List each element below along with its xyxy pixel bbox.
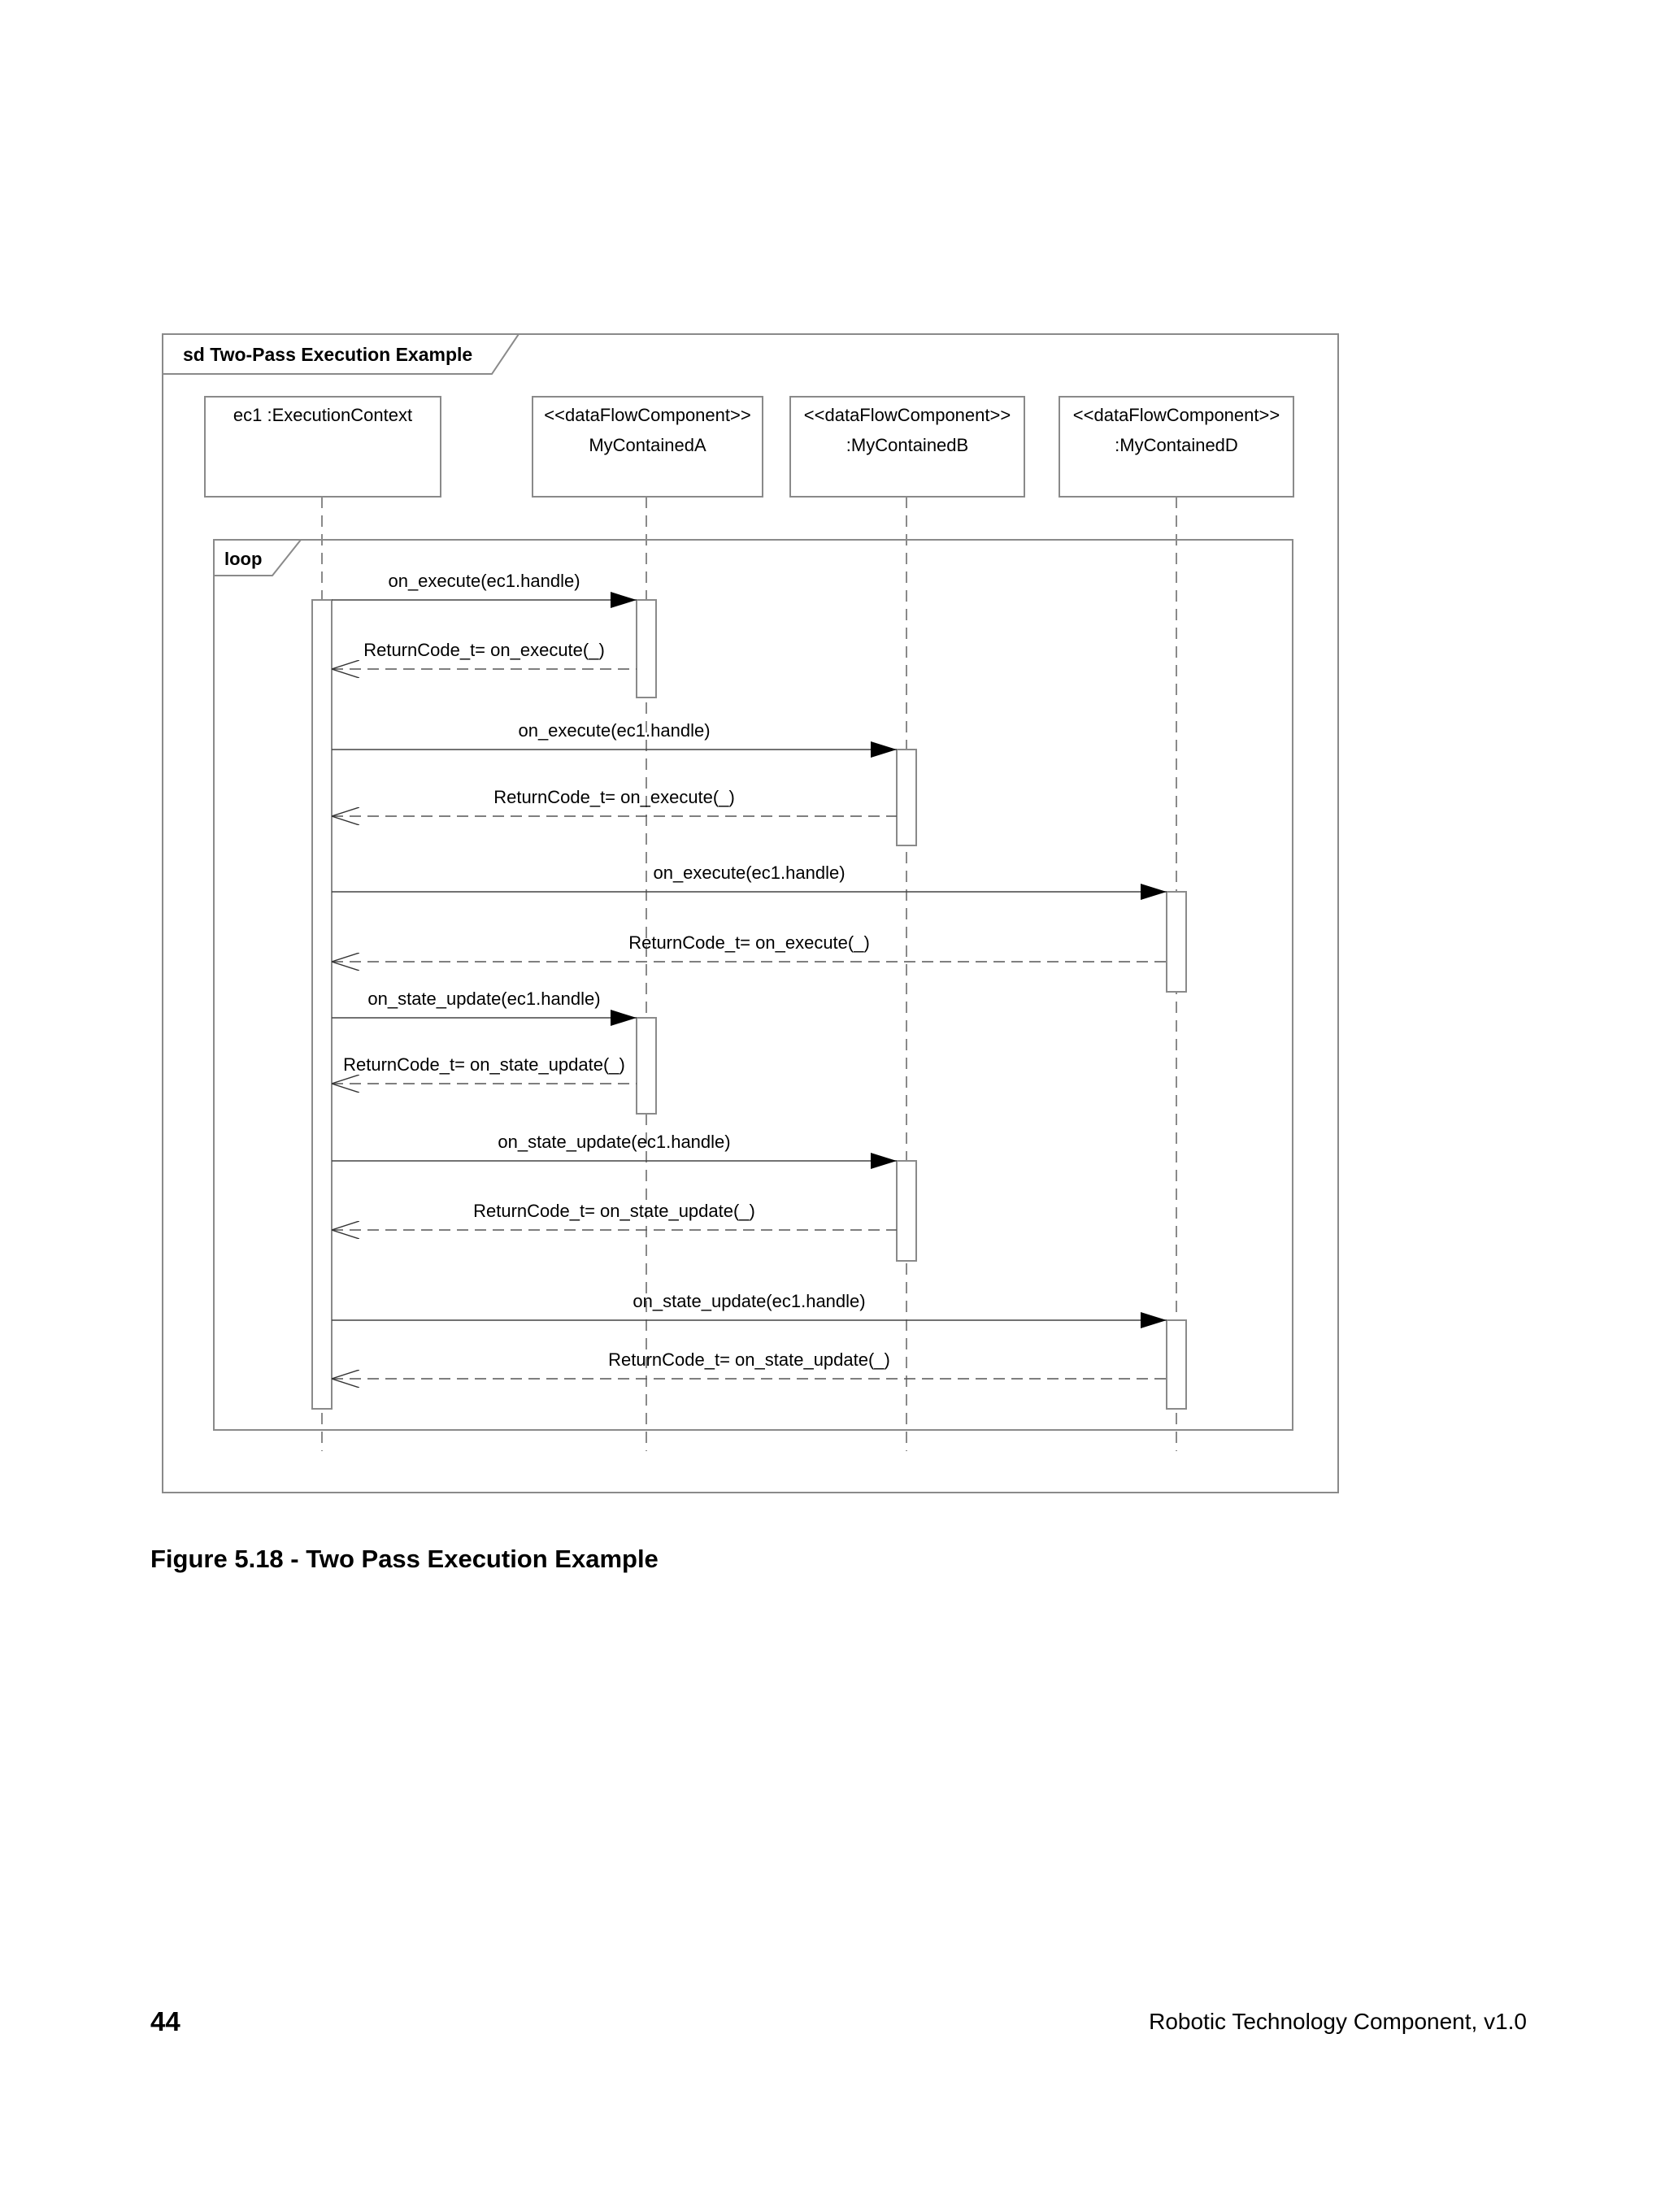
message-label: on_state_update(ec1.handle) — [367, 989, 601, 1009]
message-call — [332, 1291, 1167, 1320]
loop-label: loop — [224, 549, 263, 569]
document-title: Robotic Technology Component, v1.0 — [1149, 2009, 1527, 2034]
lifeline-head-label: <<dataFlowComponent>> — [1072, 405, 1280, 425]
sd-frame — [163, 334, 1338, 1493]
message-return — [332, 787, 897, 816]
lifeline-head-label: :MyContainedB — [846, 435, 969, 455]
message-label: ReturnCode_t= on_state_update(_) — [473, 1201, 755, 1221]
messages — [332, 571, 1167, 1379]
message-return — [332, 1349, 1167, 1379]
activation-bar — [1167, 892, 1186, 992]
message-call — [332, 989, 637, 1018]
lifeline-head-label: <<dataFlowComponent>> — [544, 405, 751, 425]
lifeline-head-label: :MyContainedD — [1115, 435, 1238, 455]
message-call — [332, 720, 897, 750]
lifeline-head-label: MyContainedA — [589, 435, 706, 455]
message-return — [332, 1201, 897, 1230]
activation-bar — [312, 600, 332, 1409]
sd-frame-label: sd Two-Pass Execution Example — [183, 344, 473, 365]
message-label: ReturnCode_t= on_execute(_) — [628, 932, 870, 953]
lifeline-head-label: <<dataFlowComponent>> — [803, 405, 1011, 425]
activation-bar — [897, 1161, 916, 1261]
message-label: ReturnCode_t= on_execute(_) — [363, 640, 605, 660]
message-label: ReturnCode_t= on_state_update(_) — [608, 1349, 890, 1370]
activation-bar — [1167, 1320, 1186, 1409]
activation-bar — [637, 1018, 656, 1114]
message-label: on_execute(ec1.handle) — [518, 720, 711, 741]
activation-bar — [637, 600, 656, 697]
activation-bar — [897, 750, 916, 845]
figure-caption: Figure 5.18 - Two Pass Execution Example — [150, 1545, 659, 1573]
page-number: 44 — [150, 2006, 180, 2036]
message-label: ReturnCode_t= on_execute(_) — [493, 787, 735, 807]
message-call — [332, 571, 637, 600]
message-label: ReturnCode_t= on_state_update(_) — [343, 1054, 625, 1075]
message-call — [332, 863, 1167, 892]
message-call — [332, 1132, 897, 1161]
message-return — [332, 640, 637, 669]
message-label: on_state_update(ec1.handle) — [633, 1291, 866, 1311]
message-label: on_execute(ec1.handle) — [653, 863, 846, 883]
message-label: on_state_update(ec1.handle) — [498, 1132, 731, 1152]
lifeline-head-label: ec1 :ExecutionContext — [233, 405, 413, 425]
message-return — [332, 932, 1167, 962]
message-label: on_execute(ec1.handle) — [388, 571, 580, 591]
message-return — [332, 1054, 637, 1084]
